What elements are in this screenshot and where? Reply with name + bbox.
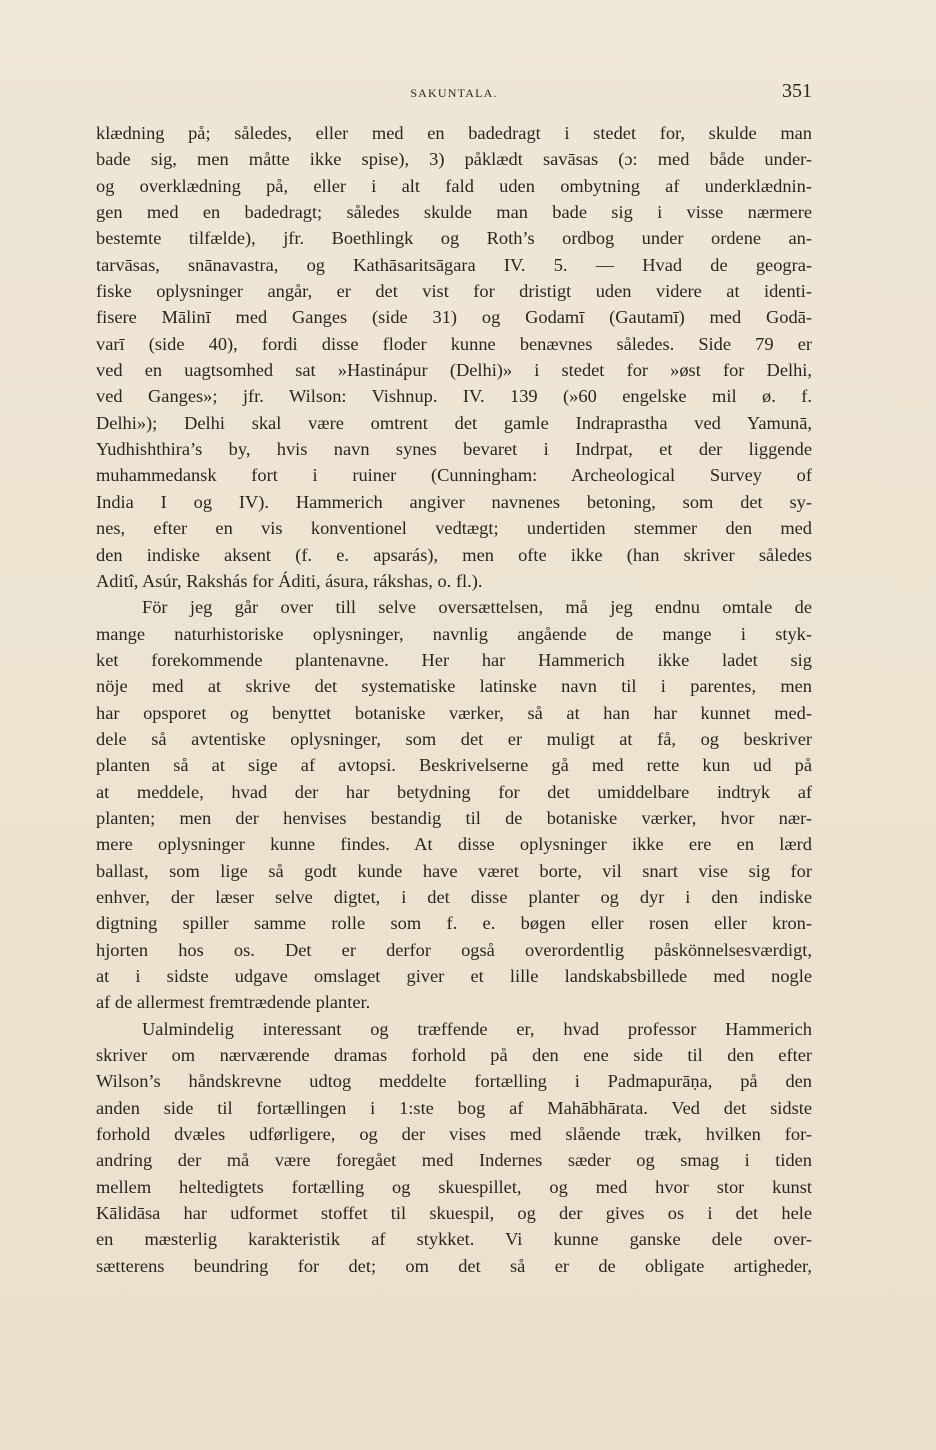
- body-text: [96, 120, 812, 1279]
- text-line: skriver om nærværende dramas forhold på den ene side til den efter: [96, 1045, 812, 1066]
- text-line: Yudhishthira’s by, hvis navn synes bevaret i Indrpat, et der liggende: [96, 439, 812, 460]
- text-line: fisere Mālinī med Ganges (side 31) og Godamī (Gautamī) med Godā-: [96, 307, 812, 328]
- text-line: India I og IV). Hammerich angiver navnenes betoning, som det sy-: [96, 491, 812, 512]
- text-line: dele så avtentiske oplysninger, som det er muligt at få, og beskriver: [96, 728, 812, 749]
- paragraph-last-line: Aditî, Asúr, Rakshás for Áditi, ásura, rákshas, o. fl.).: [96, 570, 483, 591]
- text-line: Kālidāsa har udformet stoffet til skuespil, og der gives os i det hele: [96, 1203, 812, 1224]
- text-line: enhver, der læser selve digtet, i det disse planter og dyr i den indiske: [96, 886, 812, 907]
- text-line: digtning spiller samme rolle som f. e. bøgen eller rosen eller kron-: [96, 913, 812, 934]
- text-line: ved en uagtsomhed sat »Hastinápur (Delhi)» i stedet for »øst for Delhi,: [96, 360, 812, 381]
- text-line: tarvāsas, snānavastra, og Kathāsaritsāgara IV. 5. — Hvad de geogra-: [96, 254, 812, 275]
- text-line: Delhi»); Delhi skal være omtrent det gamle Indraprastha ved Yamunā,: [96, 412, 812, 433]
- text-line: ket forekommende plantenavne. Her har Hammerich ikke ladet sig: [96, 649, 812, 670]
- text-line: bade sig, men måtte ikke spise), 3) påklædt savāsas (ɔ: med både under-: [96, 149, 812, 170]
- text-line: varī (side 40), fordi disse floder kunne benævnes således. Side 79 er: [96, 333, 812, 354]
- paragraph-last-line: af de allermest fremtrædende planter.: [96, 992, 371, 1013]
- text-line: bestemte tilfælde), jfr. Boethlingk og Roth’s ordbog under ordene an-: [96, 228, 812, 249]
- text-line: planten så at sige af avtopsi. Beskrivelserne gå med rette kun ud på: [96, 755, 812, 776]
- text-line: planten; men der henvises bestandig til de botaniske værker, hvor nær-: [96, 807, 812, 828]
- text-line: muhammedansk fort i ruiner (Cunningham: Archeological Survey of: [96, 465, 812, 486]
- paragraph-first-line: Ualmindelig interessant og træffende er, hvad professor Hammerich: [142, 1018, 812, 1039]
- paragraph-first-line: För jeg går over till selve oversættelsen, må jeg endnu omtale de: [142, 597, 812, 618]
- text-line: forhold dvæles udførligere, og der vises med slående træk, hvilken for-: [96, 1124, 812, 1145]
- text-line: den indiske aksent (f. e. apsarás), men ofte ikke (han skriver således: [96, 544, 812, 565]
- text-line: en mæsterlig karakteristik af stykket. Vi kunne ganske dele over-: [96, 1229, 812, 1250]
- running-header: [96, 80, 812, 102]
- text-line: anden side til fortællingen i 1:ste bog af Mahābhārata. Ved det sidste: [96, 1097, 812, 1118]
- text-line: ballast, som lige så godt kunde have været borte, vil snart vise sig for: [96, 860, 812, 881]
- text-line: nöje med at skrive det systematiske latinske navn til i parentes, men: [96, 676, 812, 697]
- text-line: og overklædning på, eller i alt fald uden ombytning af underklædnin-: [96, 175, 812, 196]
- text-line: mere oplysninger kunne findes. At disse oplysninger ikke ere en lærd: [96, 834, 812, 855]
- text-line: Wilson’s håndskrevne udtog meddelte fortælling i Padmapurāṇa, på den: [96, 1071, 812, 1092]
- text-line: har opsporet og benyttet botaniske værker, så at han har kunnet med-: [96, 702, 812, 723]
- text-line: ved Ganges»; jfr. Wilson: Vishnup. IV. 139 (»60 engelske mil ø. f.: [96, 386, 812, 407]
- text-line: mange naturhistoriske oplysninger, navnlig angående de mange i styk-: [96, 623, 812, 644]
- text-line: fiske oplysninger angår, er det vist for dristigt uden videre at identi-: [96, 281, 812, 302]
- text-line: hjorten hos os. Det er derfor også overordentlig påskönnelsesværdigt,: [96, 939, 812, 960]
- page-number: 351: [782, 80, 812, 102]
- text-line: sætterens beundring for det; om det så er de obligate artigheder,: [96, 1255, 812, 1276]
- text-line: andring der må være foregået med Indernes sæder og smag i tiden: [96, 1150, 812, 1171]
- text-line: nes, efter en vis konventionel vedtægt; undertiden stemmer den med: [96, 518, 812, 539]
- running-title: SAKUNTALA.: [410, 86, 498, 100]
- text-line: at meddele, hvad der har betydning for det umiddelbare indtryk af: [96, 781, 812, 802]
- text-line: mellem heltedigtets fortælling og skuespillet, og med hvor stor kunst: [96, 1176, 812, 1197]
- text-line: gen med en badedragt; således skulde man bade sig i visse nærmere: [96, 202, 812, 223]
- text-line: at i sidste udgave omslaget giver et lille landskabsbillede med nogle: [96, 966, 812, 986]
- text-line: klædning på; således, eller med en badedragt i stedet for, skulde man: [96, 123, 812, 143]
